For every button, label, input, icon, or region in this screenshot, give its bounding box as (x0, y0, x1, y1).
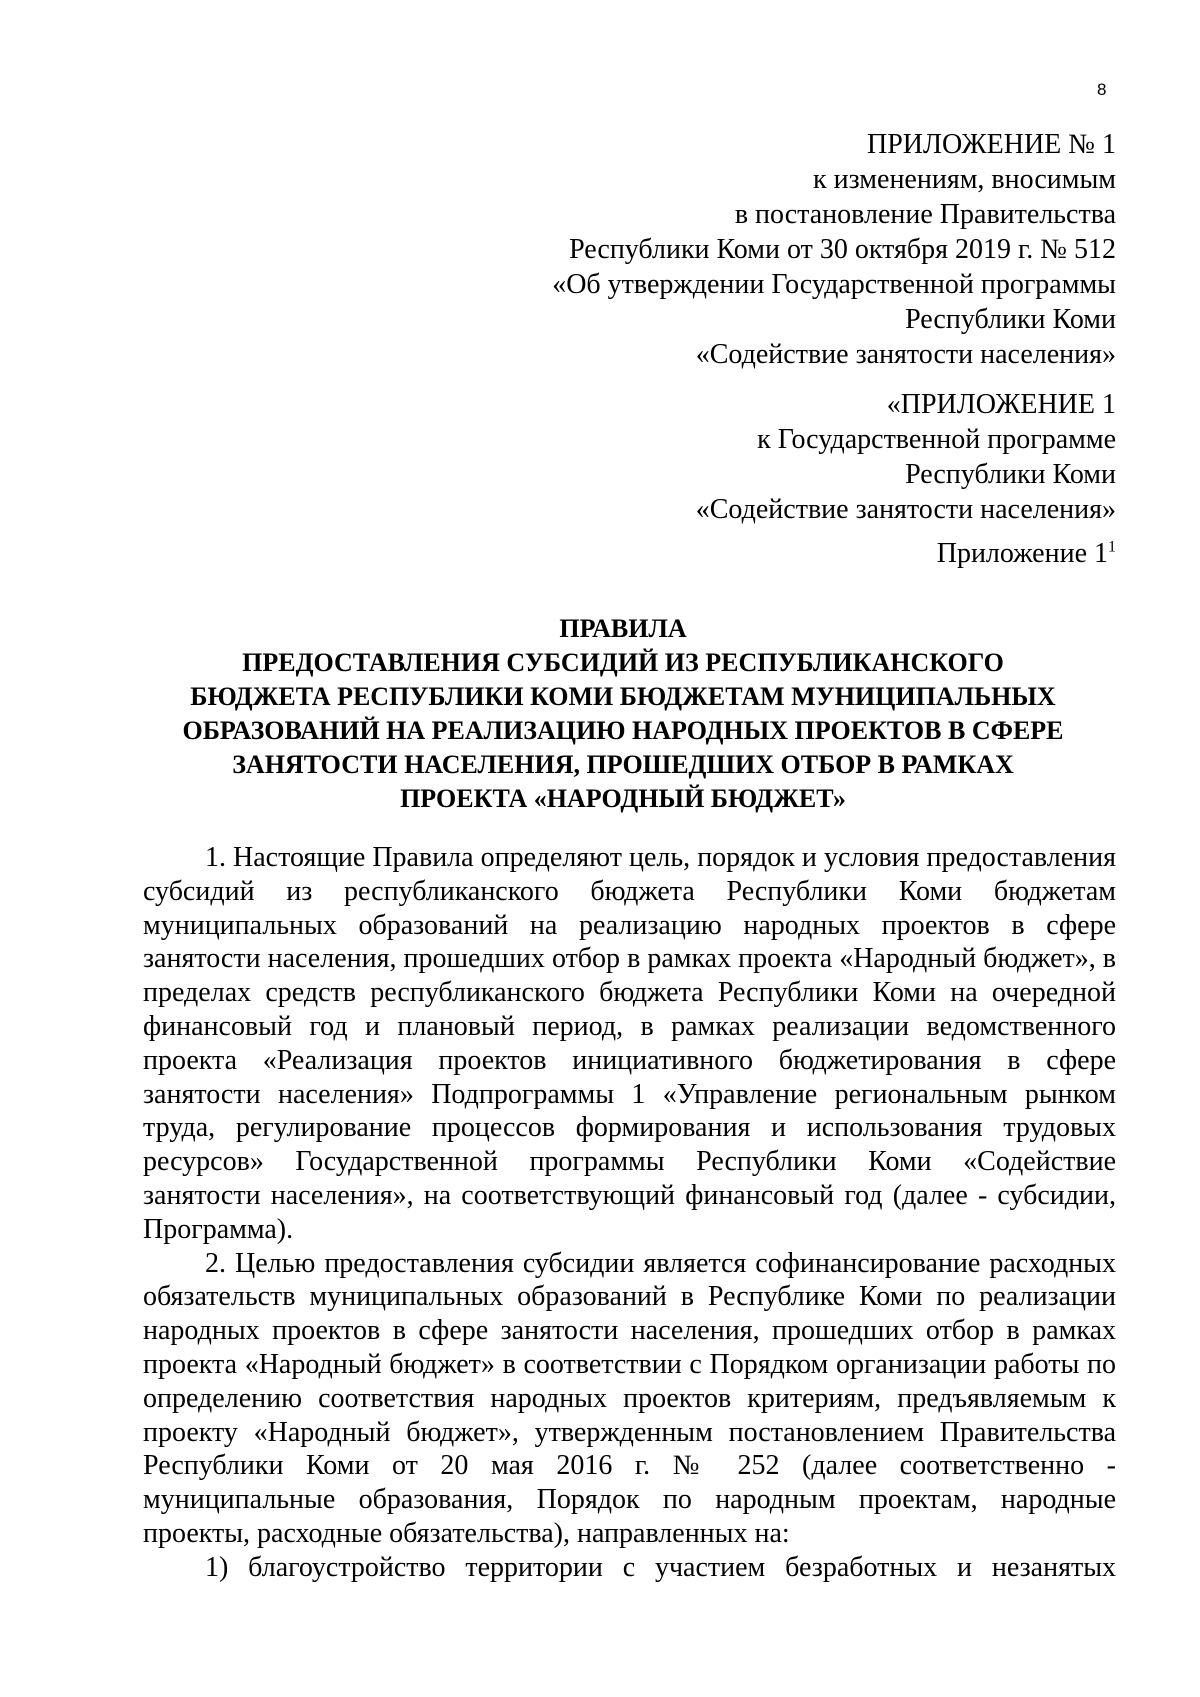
attachment-header-line: в постановление Правительства (734, 199, 1116, 230)
attachment-header-line: Республики Коми (905, 304, 1116, 335)
title-line: ПРАВИЛА (559, 614, 687, 643)
document-title (130, 612, 1116, 816)
attachment-header-line: «Содействие занятости населения» (695, 339, 1116, 370)
program-attachment-line: «ПРИЛОЖЕНИЕ 1 (886, 389, 1116, 420)
paragraph-2: 2. Целью предоставления субсидии является софинансирование расходных обязательств муниципальных образований в Республике Коми по реализации народных проектов в сфере занятости населения, прошедших отбор в рамках проекта «Народный бюджет» в соответствии с Порядком организации работы по определению соответствия народных проектов критериям, предъявляемым к проекту «Народный бюджет», утвержденным постановлением Правительства Республики Коми от 20 мая 2016 г. № 252 (далее соответственно - муниципальные образования, Порядок по народным проектам, народные проекты, расходные обязательства), направленных на: (143, 1247, 1116, 1549)
title-line: ОБРАЗОВАНИЙ НА РЕАЛИЗАЦИЮ НАРОДНЫХ ПРОЕКТОВ В СФЕРЕ (182, 716, 1064, 745)
page-number: 8 (1097, 80, 1107, 99)
attachment-header-line: ПРИЛОЖЕНИЕ № 1 (867, 129, 1116, 160)
program-attachment-line: Республики Коми (905, 459, 1116, 490)
paragraph-3: 1) благоустройство территории с участием безработных и незанятых (205, 1551, 1116, 1583)
title-line: ПРОЕКТА «НАРОДНЫЙ БЮДЖЕТ» (400, 784, 846, 813)
appendix-label-text: Приложение 1 (936, 538, 1108, 569)
document-body (143, 841, 1116, 1585)
attachment-header (552, 127, 1116, 372)
attachment-header-line: «Об утверждении Государственной программы (552, 269, 1116, 300)
title-line: ЗАНЯТОСТИ НАСЕЛЕНИЯ, ПРОШЕДШИХ ОТБОР В РАМКАХ (232, 750, 1014, 779)
title-line: БЮДЖЕТА РЕСПУБЛИКИ КОМИ БЮДЖЕТАМ МУНИЦИПАЛЬНЫХ (190, 682, 1056, 711)
program-attachment-line: к Государственной программе (757, 424, 1116, 455)
appendix-label (937, 536, 1116, 571)
paragraph-1: 1. Настоящие Правила определяют цель, порядок и условия предоставления субсидий из республиканского бюджета Республики Коми бюджетам муниципальных образований на реализацию народных проектов в сфере занятости населения, прошедших отбор в рамках проекта «Народный бюджет», в пределах средств республиканского бюджета Республики Коми на очередной финансовый год и плановый период, в рамках реализации ведомственного проекта «Реализация проектов инициативного бюджетирования в сфере занятости населения» Подпрограммы 1 «Управление региональным рынком труда, регулирование процессов формирования и использования трудовых ресурсов» Государственной программы Республики Коми «Содействие занятости населения», на соответствующий финансовый год (далее - субсидии, Программа). (143, 842, 1116, 1245)
program-attachment (696, 387, 1116, 527)
appendix-superscript: 1 (1108, 538, 1116, 556)
attachment-header-line: Республики Коми от 30 октября 2019 г. № 512 (569, 234, 1116, 265)
title-line: ПРЕДОСТАВЛЕНИЯ СУБСИДИЙ ИЗ РЕСПУБЛИКАНСКОГО (242, 648, 1004, 677)
program-attachment-line: «Содействие занятости населения» (695, 494, 1116, 525)
attachment-header-line: к изменениям, вносимым (813, 164, 1116, 195)
